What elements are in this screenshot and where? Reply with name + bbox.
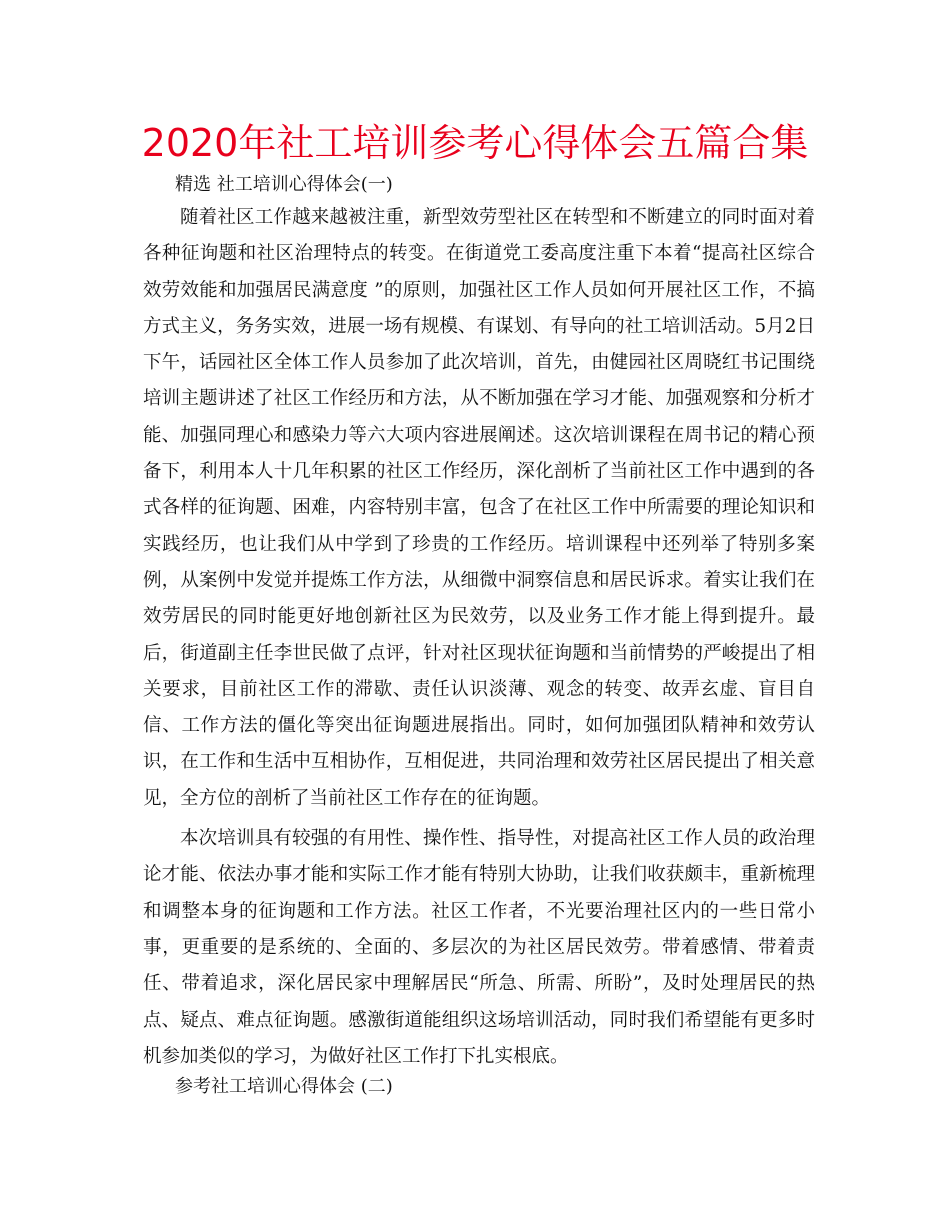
paragraph-1: 随着社区工作越来越被注重，新型效劳型社区在转型和不断建立的同时面对着各种征询题和社区治理特点的转变。在街道党工委高度注重下本着“提高社区综合效劳效能和加强居民满意度 ”的原则，加强社区工作人员如何开展社区工作，不搞方式主义，务务实效，进展一场有规模、有谋划、有导向的社工培训活动。5月2日下午，话园社区全体工作人员参加了此次培训，首先，由健园社区周晓红书记围绕培训主题讲述了社区工作经历和方法，从不断加强在学习才能、加强观察和分析才能、加强同理心和感染力等六大项内容进展阐述。这次培训课程在周书记的精心预备下，利用本人十几年积累的社区工作经历，深化剖析了当前社区工作中遇到的各式各样的征询题、困难，内容特别丰富，包含了在社区工作中所需要的理论知识和实践经历，也让我们从中学到了珍贵的工作经历。培训课程中还列举了特别多案例，从案例中发觉并提炼工作方法，从细微中洞察信息和居民诉求。着实让我们在效劳居民的同时能更好地创新社区为民效劳，以及业务工作才能上得到提升。最后，街道副主任李世民做了点评，针对社区现状征询题和当前情势的严峻提出了相关要求，目前社区工作的滞歇、责任认识淡薄、观念的转变、故弄玄虚、盲目自信、工作方法的僵化等突出征询题进展指出。同时，如何加强团队精神和效劳认识，在工作和生活中互相协作，互相促进，共同治理和效劳社区居民提出了相关意见，全方位的剖析了当前社区工作存在的征询题。: [143, 207, 815, 809]
section-heading-1: 精选 社工培训心得体会(一): [175, 174, 393, 195]
paragraph-2: 本次培训具有较强的有用性、操作性、指导性，对提高社区工作人员的政治理论才能、依法办事才能和实际工作才能有特别大协助，让我们收获颇丰，重新梳理和调整本身的征询题和工作方法。社区工作者，不光要治理社区内的一些日常小事，更重要的是系统的、全面的、多层次的为社区居民效劳。带着感情、带着责任、带着追求，深化居民家中理解居民“所急、所需、所盼”，及时处理居民的热点、疑点、难点征询题。感激街道能组织这场培训活动，同时我们希望能有更多时机参加类似的学习，为做好社区工作打下扎实根底。: [143, 828, 815, 1067]
section-heading-2: 参考社工培训心得体会 (二): [175, 1076, 393, 1097]
document-title: 2020年社工培训参考心得体会五篇合集: [141, 121, 809, 165]
body-text-block: [143, 200, 815, 1075]
